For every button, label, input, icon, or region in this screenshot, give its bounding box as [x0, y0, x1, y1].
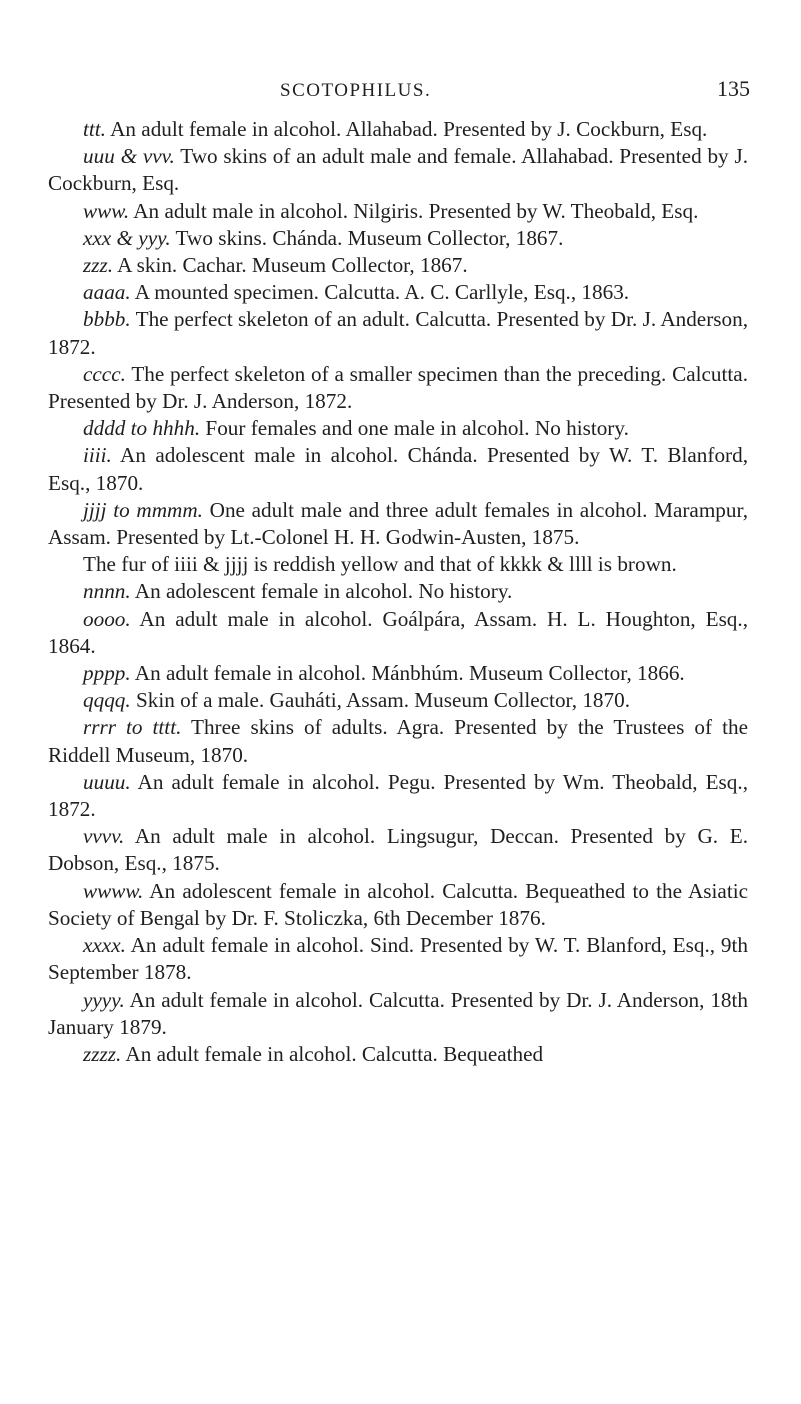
specimen-entry: [48, 143, 748, 197]
specimen-ref: dddd to hhhh.: [83, 416, 201, 441]
specimen-description: An adult male in alcohol. Nilgiris. Presented by W. Theobald, Esq.: [129, 198, 699, 223]
running-title: SCOTOPHILUS.: [280, 80, 432, 101]
specimen-ref: yyyy.: [83, 987, 125, 1012]
specimen-ref: uuu & vvv.: [83, 144, 175, 169]
specimen-ref: cccc.: [83, 361, 126, 386]
specimen-entry: [48, 116, 748, 143]
specimen-ref: rrrr to tttt.: [83, 715, 182, 740]
specimen-description: An adolescent male in alcohol. Chánda. Presented by W. T. Blanford, Esq., 1870.: [48, 443, 748, 495]
specimen-description: An adolescent female in alcohol. Calcutta. Bequeathed to the Asiatic Society of Bengal by Dr. F. Stoliczka, 6th December 1876.: [48, 878, 748, 930]
specimen-description: Two skins. Chánda. Museum Collector, 1867.: [170, 225, 564, 250]
specimen-entry: [48, 606, 748, 660]
specimen-entry: [48, 823, 748, 877]
specimen-ref: uuuu.: [83, 769, 131, 794]
specimen-ref: xxx & yyy.: [83, 225, 171, 250]
specimen-description: An adult female in alcohol. Pegu. Presented by Wm. Theobald, Esq., 1872.: [48, 769, 748, 822]
specimen-ref: pppp.: [83, 661, 131, 686]
specimen-description: The perfect skeleton of an adult. Calcutta. Presented by Dr. J. Anderson, 1872.: [48, 307, 748, 359]
specimen-entry: [48, 442, 748, 496]
specimen-description: Four females and one male in alcohol. No history.: [200, 416, 629, 441]
specimen-entry: [48, 497, 748, 551]
specimen-ref: wwww.: [83, 878, 144, 903]
specimen-ref: iiii.: [83, 443, 112, 468]
specimen-ref: zzzz.: [83, 1041, 122, 1066]
specimen-entry: [48, 878, 748, 932]
specimen-ref: ttt.: [83, 117, 106, 141]
specimen-entry: [48, 1041, 748, 1068]
specimen-description: An adult female in alcohol. Calcutta. Bequeathed: [121, 1041, 544, 1066]
specimen-description: The fur of iiii & jjjj is reddish yellow and that of kkkk & llll is brown.: [83, 552, 677, 577]
specimen-ref: vvvv.: [83, 824, 125, 849]
specimen-entry: [48, 578, 748, 605]
specimen-ref: xxxx.: [83, 933, 126, 958]
specimen-ref: jjjj to mmmm.: [83, 497, 203, 522]
specimen-description: Two skins of an adult male and female. Allahabad. Presented by J. Cockburn, Esq.: [48, 144, 748, 196]
page-number: 135: [717, 76, 750, 101]
specimen-description: The perfect skeleton of a smaller specimen than the preceding. Calcutta. Presented by Dr. J. Anderson, 1872.: [48, 361, 748, 414]
specimen-ref: aaaa.: [83, 280, 131, 305]
specimen-entry: [48, 279, 748, 306]
specimen-description: An adult male in alcohol. Goálpára, Assam. H. L. Houghton, Esq., 1864.: [48, 606, 748, 658]
specimen-description: A skin. Cachar. Museum Collector, 1867.: [113, 253, 468, 278]
specimen-ref: oooo.: [83, 606, 131, 631]
specimen-entry: [48, 687, 748, 714]
specimen-description: An adult female in alcohol. Calcutta. Presented by Dr. J. Anderson, 18th January 1879.: [48, 987, 748, 1039]
specimen-description: A mounted specimen. Calcutta. A. C. Carllyle, Esq., 1863.: [130, 280, 630, 305]
specimen-ref: qqqq.: [83, 688, 131, 713]
specimen-description: An adult female in alcohol. Allahabad. Presented by J. Cockburn, Esq.: [105, 117, 708, 141]
specimen-description: Skin of a male. Gauháti, Assam. Museum Collector, 1870.: [130, 688, 631, 713]
specimen-description: An adult female in alcohol. Sind. Presented by W. T. Blanford, Esq., 9th September 1878.: [48, 933, 748, 985]
specimen-entry: [48, 198, 748, 225]
specimen-description: An adolescent female in alcohol. No history.: [130, 579, 513, 604]
specimen-entry: [48, 306, 748, 360]
fur-colour-note: [48, 551, 748, 578]
specimen-entry: [48, 769, 748, 823]
specimen-description: Three skins of adults. Agra. Presented by the Trustees of the Riddell Museum, 1870.: [48, 715, 748, 767]
specimen-ref: www.: [83, 198, 130, 223]
specimen-entry: [48, 660, 748, 687]
specimen-entry: [48, 415, 748, 442]
specimen-entry: [48, 987, 748, 1041]
specimen-entry: [48, 225, 748, 252]
specimen-entry: [48, 932, 748, 986]
specimen-ref: nnnn.: [83, 579, 131, 604]
specimen-entry: [48, 714, 748, 768]
specimen-list: [48, 116, 748, 1068]
specimen-entry: [48, 361, 748, 415]
specimen-description: An adult male in alcohol. Lingsugur, Deccan. Presented by G. E. Dobson, Esq., 1875.: [48, 824, 748, 876]
specimen-ref: zzz.: [83, 253, 114, 278]
specimen-description: One adult male and three adult females in alcohol. Marampur, Assam. Presented by Lt.-Colonel H. H. Godwin-Austen, 1875.: [48, 497, 748, 550]
specimen-ref: bbbb.: [83, 307, 131, 332]
specimen-entry: [48, 252, 748, 279]
specimen-description: An adult female in alcohol. Mánbhúm. Museum Collector, 1866.: [130, 661, 685, 686]
